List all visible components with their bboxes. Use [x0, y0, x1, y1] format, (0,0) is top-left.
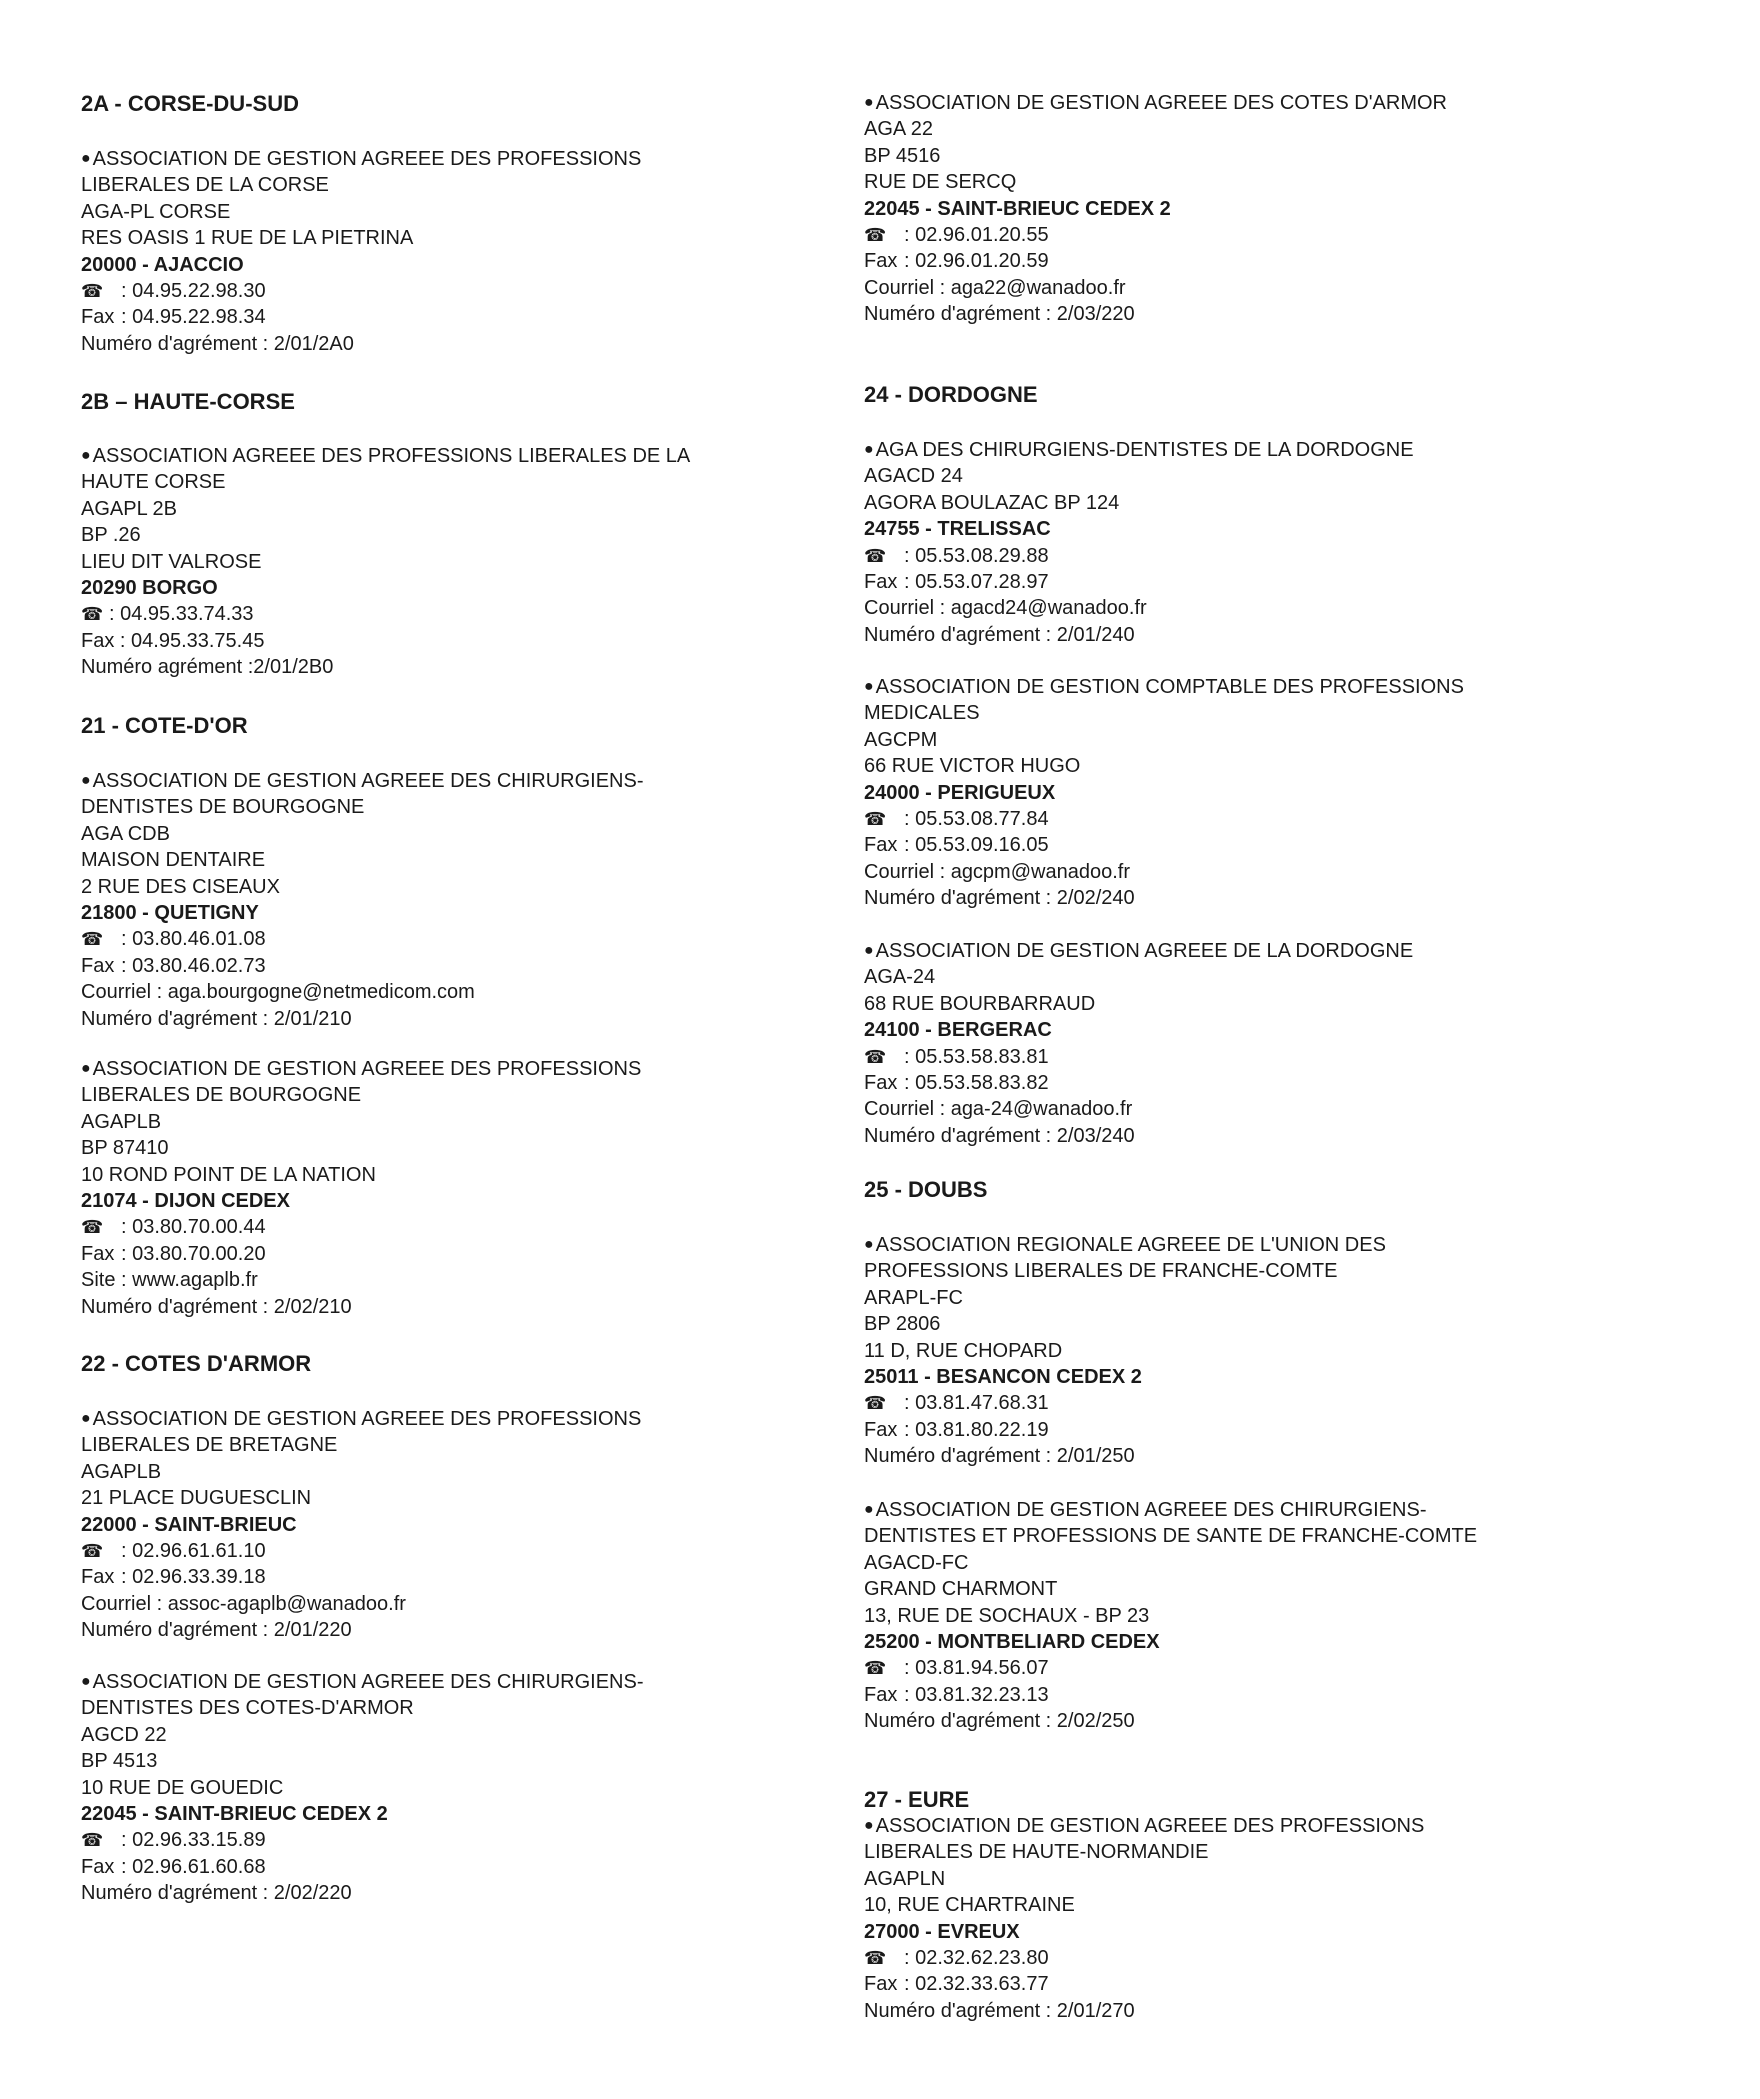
association-name: ● ASSOCIATION DE GESTION AGREEE DES PROFESSIONS LIBERALES DE BOURGOGNE [81, 1058, 642, 1107]
fax-line: Fax : 03.80.46.02.73 [81, 954, 266, 977]
postal-city: 27000 - EVREUX [864, 1920, 1020, 1943]
phone-icon: ☎ [81, 929, 104, 950]
agrement-number: Numéro d'agrément : 2/01/220 [81, 1619, 352, 1642]
association-acronym: AGAPLB [81, 1460, 162, 1483]
email-line: Courriel : aga22@wanadoo.fr [864, 276, 1126, 299]
address-line: 10 ROND POINT DE LA NATION [81, 1163, 376, 1186]
agrement-number: Numéro d'agrément : 2/01/2A0 [81, 332, 354, 355]
fax-line: Fax : 03.81.80.22.19 [864, 1418, 1049, 1441]
section-heading: 21 - COTE-D'OR [81, 713, 248, 738]
agrement-number: Numéro agrément :2/01/2B0 [81, 656, 334, 679]
association-acronym: AGCPM [864, 728, 938, 751]
phone-line: ☎ : 03.81.47.68.31 [864, 1390, 1644, 1416]
phone-line: ☎ : 02.96.01.20.55 [864, 222, 1644, 248]
postal-city: 21074 - DIJON CEDEX [81, 1190, 290, 1213]
section-heading: 2A - CORSE-DU-SUD [81, 91, 299, 116]
association-entry [864, 1497, 1644, 1735]
association-entry [864, 1813, 1644, 2024]
address-line: BP 4516 [864, 144, 941, 167]
phone-icon: ☎ [864, 225, 887, 246]
address-line: 10 RUE DE GOUEDIC [81, 1776, 284, 1799]
address-line: RES OASIS 1 RUE DE LA PIETRINA [81, 227, 414, 250]
association-entry [81, 1669, 781, 1907]
association-acronym: AGAPL 2B [81, 497, 177, 520]
email-line: Courriel : aga-24@wanadoo.fr [864, 1098, 1133, 1121]
phone-line: ☎ : 04.95.22.98.30 [81, 278, 781, 304]
association-entry [864, 437, 1644, 648]
section-heading: 24 - DORDOGNE [864, 382, 1038, 407]
association-acronym: AGA 22 [864, 118, 933, 141]
bullet-icon: ● [864, 441, 874, 458]
phone-icon: ☎ [81, 1217, 104, 1238]
website-line: Site : www.agaplb.fr [81, 1269, 258, 1292]
postal-city: 24755 - TRELISSAC [864, 518, 1051, 541]
address-line: 11 D, RUE CHOPARD [864, 1339, 1063, 1362]
association-entry [81, 1406, 781, 1644]
postal-city: 22045 - SAINT-BRIEUC CEDEX 2 [864, 197, 1171, 220]
association-entry [864, 938, 1644, 1149]
fax-line: Fax : 02.96.01.20.59 [864, 250, 1049, 273]
bullet-icon: ● [81, 1410, 91, 1427]
association-entry [81, 1056, 781, 1320]
phone-icon: ☎ [81, 604, 104, 625]
fax-line: Fax : 03.81.32.23.13 [864, 1683, 1049, 1706]
bullet-icon: ● [81, 447, 91, 464]
address-line: MAISON DENTAIRE [81, 849, 266, 872]
address-line: 68 RUE BOURBARRAUD [864, 992, 1096, 1015]
agrement-number: Numéro d'agrément : 2/02/220 [81, 1882, 352, 1905]
phone-line: ☎ : 03.81.94.56.07 [864, 1655, 1644, 1681]
email-line: Courriel : agcpm@wanadoo.fr [864, 860, 1130, 883]
association-name: ● ASSOCIATION DE GESTION AGREEE DES PROFESSIONS LIBERALES DE LA CORSE [81, 148, 642, 197]
phone-icon: ☎ [864, 1046, 887, 1067]
address-line: LIEU DIT VALROSE [81, 550, 262, 573]
bullet-icon: ● [864, 1817, 874, 1834]
fax-line: Fax : 05.53.09.16.05 [864, 834, 1049, 857]
agrement-number: Numéro d'agrément : 2/01/210 [81, 1007, 352, 1030]
association-name: ● ASSOCIATION DE GESTION AGREEE DES PROFESSIONS LIBERALES DE HAUTE-NORMANDIE [864, 1815, 1425, 1864]
association-acronym: AGACD-FC [864, 1551, 969, 1574]
bullet-icon: ● [81, 1060, 91, 1077]
fax-line: Fax : 02.32.33.63.77 [864, 1973, 1049, 1996]
phone-line: ☎ : 03.80.46.01.08 [81, 926, 781, 952]
postal-city: 25200 - MONTBELIARD CEDEX [864, 1631, 1160, 1654]
phone-icon: ☎ [864, 1948, 887, 1969]
address-line: 66 RUE VICTOR HUGO [864, 755, 1081, 778]
association-acronym: AGAPLN [864, 1867, 946, 1890]
phone-icon: ☎ [81, 1830, 104, 1851]
agrement-number: Numéro d'agrément : 2/02/240 [864, 887, 1135, 910]
address-line: BP 87410 [81, 1137, 169, 1160]
phone-icon: ☎ [81, 281, 104, 302]
address-line: RUE DE SERCQ [864, 171, 1017, 194]
association-name: ● ASSOCIATION DE GESTION AGREEE DES CHIRURGIENS-DENTISTES DES COTES-D'ARMOR [81, 1671, 644, 1720]
agrement-number: Numéro d'agrément : 2/02/250 [864, 1710, 1135, 1733]
bullet-icon: ● [864, 942, 874, 959]
fax-line: Fax : 04.95.22.98.34 [81, 306, 266, 329]
association-acronym: AGACD 24 [864, 465, 963, 488]
association-entry [864, 674, 1644, 912]
association-name: ● ASSOCIATION DE GESTION AGREEE DES CHIRURGIENS-DENTISTES ET PROFESSIONS DE SANTE DE FRANCHE-COMTE [864, 1499, 1478, 1548]
association-entry [864, 1232, 1644, 1470]
email-line: Courriel : aga.bourgogne@netmedicom.com [81, 981, 475, 1004]
phone-icon: ☎ [864, 545, 887, 566]
address-line: 2 RUE DES CISEAUX [81, 875, 280, 898]
postal-city: 20290 BORGO [81, 577, 218, 600]
phone-line: ☎ : 02.96.61.61.10 [81, 1538, 781, 1564]
postal-city: 21800 - QUETIGNY [81, 902, 259, 925]
phone-icon: ☎ [864, 809, 887, 830]
association-name: ● ASSOCIATION DE GESTION AGREEE DE LA DORDOGNE [864, 940, 1414, 962]
address-line: BP .26 [81, 524, 141, 547]
address-line: 10, RUE CHARTRAINE [864, 1894, 1075, 1917]
address-line: GRAND CHARMONT [864, 1578, 1058, 1601]
phone-line: ☎ : 02.96.33.15.89 [81, 1827, 781, 1853]
address-line: BP 4513 [81, 1750, 158, 1773]
association-name: ● ASSOCIATION DE GESTION AGREEE DES CHIRURGIENS-DENTISTES DE BOURGOGNE [81, 770, 644, 819]
phone-line: ☎ : 04.95.33.74.33 [81, 603, 254, 626]
association-acronym: AGA-24 [864, 966, 936, 989]
association-name: ● ASSOCIATION REGIONALE AGREEE DE L'UNION DES PROFESSIONS LIBERALES DE FRANCHE-COMTE [864, 1234, 1386, 1283]
postal-city: 22045 - SAINT-BRIEUC CEDEX 2 [81, 1803, 388, 1826]
fax-line: Fax : 03.80.70.00.20 [81, 1242, 266, 1265]
bullet-icon: ● [864, 1236, 874, 1253]
agrement-number: Numéro d'agrément : 2/01/240 [864, 623, 1135, 646]
bullet-icon: ● [81, 772, 91, 789]
section-heading: 2B – HAUTE-CORSE [81, 389, 295, 414]
email-line: Courriel : agacd24@wanadoo.fr [864, 597, 1147, 620]
association-acronym: AGCD 22 [81, 1723, 167, 1746]
association-acronym: AGA CDB [81, 822, 170, 845]
association-name: ● ASSOCIATION AGREEE DES PROFESSIONS LIBERALES DE LA HAUTE CORSE [81, 445, 690, 494]
fax-line: Fax : 04.95.33.75.45 [81, 629, 265, 652]
association-name: ● ASSOCIATION DE GESTION AGREEE DES COTES D'ARMOR [864, 92, 1447, 114]
association-entry [81, 146, 781, 357]
association-entry [81, 768, 781, 1032]
postal-city: 24100 - BERGERAC [864, 1019, 1052, 1042]
association-acronym: AGAPLB [81, 1110, 162, 1133]
email-line: Courriel : assoc-agaplb@wanadoo.fr [81, 1592, 406, 1615]
fax-line: Fax : 02.96.33.39.18 [81, 1566, 266, 1589]
phone-icon: ☎ [864, 1658, 887, 1679]
phone-line: ☎ : 05.53.08.29.88 [864, 543, 1644, 569]
association-name: ● ASSOCIATION DE GESTION AGREEE DES PROFESSIONS LIBERALES DE BRETAGNE [81, 1408, 642, 1457]
agrement-number: Numéro d'agrément : 2/03/220 [864, 303, 1135, 326]
agrement-number: Numéro d'agrément : 2/02/210 [81, 1295, 352, 1318]
bullet-icon: ● [864, 1501, 874, 1518]
postal-city: 20000 - AJACCIO [81, 253, 244, 276]
postal-city: 24000 - PERIGUEUX [864, 781, 1056, 804]
bullet-icon: ● [81, 1673, 91, 1690]
association-acronym: AGA-PL CORSE [81, 200, 231, 223]
phone-icon: ☎ [81, 1541, 104, 1562]
fax-line: Fax : 02.96.61.60.68 [81, 1855, 266, 1878]
agrement-number: Numéro d'agrément : 2/01/270 [864, 1999, 1135, 2022]
fax-line: Fax : 05.53.58.83.82 [864, 1072, 1049, 1095]
bullet-icon: ● [864, 678, 874, 695]
postal-city: 22000 - SAINT-BRIEUC [81, 1513, 297, 1536]
address-line: 13, RUE DE SOCHAUX - BP 23 [864, 1604, 1150, 1627]
address-line: AGORA BOULAZAC BP 124 [864, 491, 1120, 514]
phone-line: ☎ : 05.53.08.77.84 [864, 806, 1644, 832]
bullet-icon: ● [864, 94, 874, 111]
agrement-number: Numéro d'agrément : 2/03/240 [864, 1124, 1135, 1147]
section-heading: 25 - DOUBS [864, 1177, 988, 1202]
phone-line: ☎ : 05.53.58.83.81 [864, 1044, 1644, 1070]
association-entry [81, 443, 781, 681]
section-heading: 27 - EURE [864, 1787, 970, 1812]
postal-city: 25011 - BESANCON CEDEX 2 [864, 1366, 1142, 1389]
phone-line: ☎ : 03.80.70.00.44 [81, 1214, 781, 1240]
association-acronym: ARAPL-FC [864, 1286, 963, 1309]
association-entry [864, 90, 1644, 328]
association-name: ● ASSOCIATION DE GESTION COMPTABLE DES PROFESSIONS MEDICALES [864, 676, 1464, 725]
agrement-number: Numéro d'agrément : 2/01/250 [864, 1445, 1135, 1468]
phone-line: ☎ : 02.32.62.23.80 [864, 1945, 1644, 1971]
phone-icon: ☎ [864, 1393, 887, 1414]
bullet-icon: ● [81, 150, 91, 167]
section-heading: 22 - COTES D'ARMOR [81, 1351, 312, 1376]
fax-line: Fax : 05.53.07.28.97 [864, 571, 1049, 594]
association-name: ● AGA DES CHIRURGIENS-DENTISTES DE LA DORDOGNE [864, 439, 1414, 461]
address-line: BP 2806 [864, 1313, 941, 1336]
address-line: 21 PLACE DUGUESCLIN [81, 1487, 312, 1510]
